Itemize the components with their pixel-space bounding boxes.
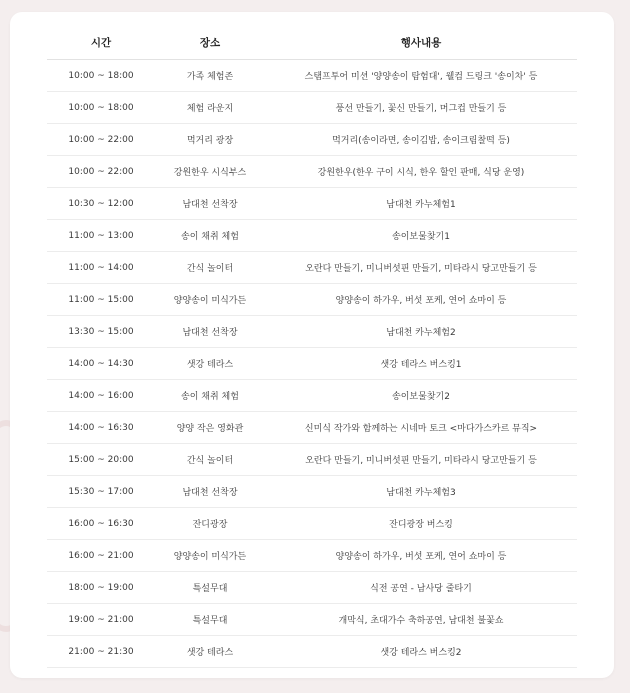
header-row: [47, 26, 577, 60]
table-row: [47, 412, 577, 444]
cell-place: 잔디광장: [155, 508, 265, 540]
cell-time: 10:00 ~ 18:00: [47, 92, 155, 124]
cell-desc: 송이보물찾기2: [265, 380, 577, 412]
cell-time: 16:00 ~ 16:30: [47, 508, 155, 540]
cell-time: 16:00 ~ 21:00: [47, 540, 155, 572]
cell-place: 양양 작은 영화관: [155, 412, 265, 444]
cell-desc: 남대천 카누체험1: [265, 188, 577, 220]
cell-desc: 오란다 만들기, 미니버섯핀 만들기, 미타라시 당고만들기 등: [265, 252, 577, 284]
cell-time: 14:00 ~ 16:00: [47, 380, 155, 412]
cell-time: 14:00 ~ 16:30: [47, 412, 155, 444]
table-row: [47, 188, 577, 220]
table-row: [47, 636, 577, 668]
table-row: [47, 444, 577, 476]
cell-place: 남대천 선착장: [155, 476, 265, 508]
cell-desc: 샛강 테라스 버스킹1: [265, 348, 577, 380]
cell-place: 체험 라운지: [155, 92, 265, 124]
cell-time: 10:00 ~ 18:00: [47, 60, 155, 92]
table-row: [47, 604, 577, 636]
cell-desc: 양양송이 하가우, 버섯 포케, 연어 쇼마이 등: [265, 284, 577, 316]
cell-place: 양양송이 미식가든: [155, 540, 265, 572]
schedule-card: [10, 12, 614, 678]
table-header: [47, 26, 577, 60]
cell-desc: 양양송이 하가우, 버섯 포케, 연어 쇼마이 등: [265, 540, 577, 572]
table-row: [47, 92, 577, 124]
cell-place: 양양송이 미식가든: [155, 284, 265, 316]
cell-desc: 샛강 테라스 버스킹2: [265, 636, 577, 668]
cell-time: 10:00 ~ 22:00: [47, 156, 155, 188]
cell-desc: 풍선 만들기, 꽃신 만들기, 머그컵 만들기 등: [265, 92, 577, 124]
cell-time: 14:00 ~ 14:30: [47, 348, 155, 380]
cell-time: 11:00 ~ 14:00: [47, 252, 155, 284]
cell-desc: 강원한우(한우 구이 시식, 한우 할인 판매, 식당 운영): [265, 156, 577, 188]
table-row: [47, 124, 577, 156]
cell-desc: 신미식 작가와 함께하는 시네마 토크 <마다가스카르 뮤직>: [265, 412, 577, 444]
cell-desc: 송이보물찾기1: [265, 220, 577, 252]
cell-desc: 잔디광장 버스킹: [265, 508, 577, 540]
cell-desc: 개막식, 초대가수 축하공연, 남대천 불꽃쇼: [265, 604, 577, 636]
table-row: [47, 572, 577, 604]
cell-time: 15:00 ~ 20:00: [47, 444, 155, 476]
cell-time: 10:00 ~ 22:00: [47, 124, 155, 156]
table-row: [47, 220, 577, 252]
column-header-desc: 행사내용: [265, 26, 577, 60]
table-row: [47, 476, 577, 508]
table-row: [47, 380, 577, 412]
cell-place: 가족 체험존: [155, 60, 265, 92]
table-row: [47, 156, 577, 188]
table-row: [47, 348, 577, 380]
table-row: [47, 284, 577, 316]
cell-place: 강원한우 시식부스: [155, 156, 265, 188]
column-header-place: 장소: [155, 26, 265, 60]
cell-time: 21:00 ~ 21:30: [47, 636, 155, 668]
cell-time: 11:00 ~ 15:00: [47, 284, 155, 316]
cell-time: 19:00 ~ 21:00: [47, 604, 155, 636]
cell-desc: 먹거리(송이라면, 송이김밥, 송이크림찰떡 등): [265, 124, 577, 156]
cell-place: 간식 놀이터: [155, 252, 265, 284]
cell-desc: 오란다 만들기, 미니버섯핀 만들기, 미타라시 당고만들기 등: [265, 444, 577, 476]
cell-place: 특설무대: [155, 572, 265, 604]
schedule-table: [47, 26, 577, 668]
table-row: [47, 252, 577, 284]
cell-desc: 스탬프투어 미션 '양양송이 탐험대', 웰컴 드링크 '송이차' 등: [265, 60, 577, 92]
table-row: [47, 316, 577, 348]
table-row: [47, 540, 577, 572]
cell-place: 샛강 테라스: [155, 636, 265, 668]
cell-place: 송이 채취 체험: [155, 220, 265, 252]
cell-desc: 식전 공연 - 남사당 줄타기: [265, 572, 577, 604]
cell-place: 송이 채취 체험: [155, 380, 265, 412]
table-row: [47, 508, 577, 540]
table-body: [47, 60, 577, 668]
cell-desc: 남대천 카누체험3: [265, 476, 577, 508]
cell-time: 13:30 ~ 15:00: [47, 316, 155, 348]
cell-place: 남대천 선착장: [155, 188, 265, 220]
cell-place: 특설무대: [155, 604, 265, 636]
cell-time: 18:00 ~ 19:00: [47, 572, 155, 604]
cell-desc: 남대천 카누체험2: [265, 316, 577, 348]
cell-time: 10:30 ~ 12:00: [47, 188, 155, 220]
table-row: [47, 60, 577, 92]
cell-time: 15:30 ~ 17:00: [47, 476, 155, 508]
cell-place: 먹거리 광장: [155, 124, 265, 156]
cell-time: 11:00 ~ 13:00: [47, 220, 155, 252]
column-header-time: 시간: [47, 26, 155, 60]
cell-place: 간식 놀이터: [155, 444, 265, 476]
cell-place: 남대천 선착장: [155, 316, 265, 348]
cell-place: 샛강 테라스: [155, 348, 265, 380]
